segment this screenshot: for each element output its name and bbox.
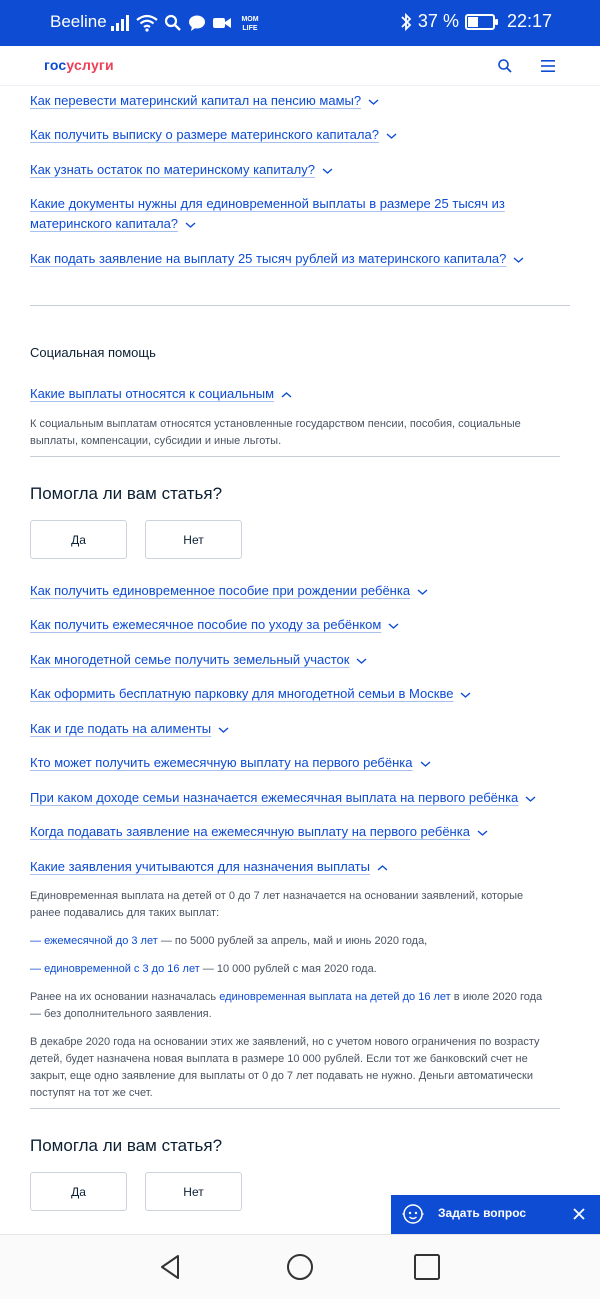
- feedback-title: Помогла ли вам статья?: [30, 1136, 223, 1155]
- mom-life-icon: [238, 13, 262, 33]
- gosuslugi-logo[interactable]: [44, 57, 114, 73]
- home-icon[interactable]: [285, 1252, 315, 1282]
- faq-link-land-plot[interactable]: [30, 650, 550, 670]
- faq-social-payments-answer: К социальным выплатам относятся установленные государством пенсии, пособия, социальные выплаты, компенсации, субсидии и иные льготы.: [30, 418, 521, 447]
- chevron-down-icon: [476, 829, 489, 837]
- faq-link-text: При каком доходе семьи назначается ежемесячная выплата на первого ребёнка: [30, 790, 519, 805]
- support-bot-icon: [402, 1203, 424, 1225]
- faq-link-apply-25k[interactable]: [30, 249, 550, 269]
- faq-link-first-child-income[interactable]: [30, 788, 550, 808]
- ask-question-label: Задать вопрос: [438, 1206, 527, 1220]
- menu-icon[interactable]: [540, 59, 556, 73]
- chevron-down-icon: [419, 760, 432, 768]
- faq-link-text-line2: материнского капитала?: [30, 216, 179, 231]
- bullet-dash: —: [30, 935, 45, 947]
- feedback-no-button[interactable]: Нет: [145, 520, 242, 559]
- chevron-down-icon: [524, 795, 537, 803]
- site-header: [0, 46, 600, 86]
- faq-link-text: Какие выплаты относятся к социальным: [30, 386, 275, 401]
- chevron-down-icon: [512, 256, 525, 264]
- faq-link-text: Кто может получить ежемесячную выплату на первого ребёнка: [30, 755, 413, 770]
- chevron-down-icon: [367, 98, 380, 106]
- faq-link-maternity-pension[interactable]: [30, 91, 550, 111]
- chat-bubble-icon: [188, 14, 206, 32]
- back-icon[interactable]: [156, 1252, 186, 1282]
- battery-icon: [465, 14, 495, 30]
- chevron-down-icon: [385, 132, 398, 140]
- applications-earlier: [30, 989, 550, 1023]
- applications-bullet-lump-sum: [30, 961, 550, 978]
- faq-link-childcare-allowance[interactable]: [30, 615, 550, 635]
- carrier-name: Beeline: [50, 12, 107, 31]
- faq-applications-toggle[interactable]: [30, 857, 550, 877]
- faq-link-text: Как получить единовременное пособие при рождении ребёнка: [30, 583, 411, 598]
- chevron-down-icon: [321, 167, 334, 175]
- faq-link-documents-25k[interactable]: [30, 194, 550, 234]
- faq-link-capital-statement[interactable]: [30, 125, 550, 145]
- link-lump-sum-under-16[interactable]: единовременная выплата на детей до 16 лет: [219, 991, 451, 1003]
- ask-question-widget[interactable]: [391, 1195, 600, 1234]
- video-icon: [212, 15, 232, 31]
- chevron-down-icon: [217, 726, 230, 734]
- faq-link-capital-balance[interactable]: [30, 160, 550, 180]
- clock: 22:17: [506, 11, 552, 31]
- divider: [30, 1108, 560, 1109]
- chevron-down-icon: [416, 588, 429, 596]
- close-icon[interactable]: [572, 1207, 586, 1221]
- feedback-no-button[interactable]: Нет: [145, 1172, 242, 1211]
- chevron-up-icon: [376, 864, 389, 872]
- bullet-text: — 10 000 рублей с мая 2020 года.: [199, 963, 377, 975]
- applications-december: В декабре 2020 года на основании этих же заявлений, но с учетом нового ограничения по возрасту детей, будет назначена новая выплата в размере 10 000 рублей. Если тот же банковский счет не закрыт, еще одно заявление для выплаты от 0 до 7 лет подавать не нужно. Деньги автоматически поступят на тот же счет.: [30, 1036, 540, 1099]
- recents-icon[interactable]: [412, 1252, 442, 1282]
- faq-link-text: Какие заявления учитываются для назначения выплаты: [30, 859, 370, 874]
- faq-link-text: Как перевести материнский капитал на пенсию мамы?: [30, 93, 362, 108]
- signal-icon: [110, 15, 130, 31]
- faq-link-text: Как и где подать на алименты: [30, 721, 212, 736]
- bullet-dash: —: [30, 963, 45, 975]
- faq-link-text: Как подать заявление на выплату 25 тысяч рублей из материнского капитала?: [30, 251, 507, 266]
- battery-percent: 37 %: [417, 11, 459, 31]
- feedback-yes-button[interactable]: Да: [30, 520, 127, 559]
- faq-link-text: Как получить выписку о размере материнского капитала?: [30, 127, 379, 142]
- mom-life-bottom-text: LIFE: [242, 25, 258, 32]
- chevron-down-icon: [355, 657, 368, 665]
- chevron-up-icon: [280, 391, 293, 399]
- status-bar: [0, 0, 600, 46]
- faq-link-first-child-when[interactable]: [30, 822, 550, 842]
- faq-link-birth-allowance[interactable]: [30, 581, 550, 601]
- logo-part-uslugi: услуги: [66, 57, 114, 73]
- wifi-icon: [136, 14, 158, 32]
- bullet-text: — по 5000 рублей за апрель, май и июнь 2020 года,: [157, 935, 428, 947]
- faq-link-alimony[interactable]: [30, 719, 550, 739]
- feedback-yes-button[interactable]: Да: [30, 1172, 127, 1211]
- chevron-down-icon: [184, 221, 197, 229]
- applications-bullet-monthly: [30, 933, 550, 950]
- faq-link-text: Когда подавать заявление на ежемесячную выплату на первого ребёнка: [30, 824, 470, 839]
- link-monthly-under-3[interactable]: ежемесячной до 3 лет: [44, 935, 158, 947]
- chevron-down-icon: [387, 622, 400, 630]
- faq-link-text: Как оформить бесплатную парковку для многодетной семьи в Москве: [30, 686, 454, 701]
- divider: [30, 305, 570, 306]
- applications-intro: Единовременная выплата на детей от 0 до 7 лет назначается на основании заявлений, которые ранее подавались для таких выплат:: [30, 890, 524, 919]
- link-lump-sum-3-16[interactable]: единовременной с 3 до 16 лет: [44, 963, 200, 975]
- faq-link-text-line1: Какие документы нужны для единовременной выплаты в размере 25 тысяч из: [30, 196, 505, 211]
- search-notification-icon: [164, 14, 182, 32]
- faq-link-first-child-who[interactable]: [30, 753, 550, 773]
- para-text: Ранее на их основании назначалась: [30, 991, 220, 1003]
- faq-social-payments-toggle[interactable]: [30, 384, 550, 404]
- feedback-title: Помогла ли вам статья?: [30, 484, 223, 503]
- faq-link-free-parking[interactable]: [30, 684, 550, 704]
- mom-life-top-text: MOM: [241, 16, 259, 23]
- para-text: в июле 2020 года — без дополнительного заявления.: [30, 991, 543, 1020]
- faq-link-text: Как многодетной семье получить земельный участок: [30, 652, 350, 667]
- faq-link-text: Как узнать остаток по материнскому капиталу?: [30, 162, 315, 177]
- logo-part-gos: гос: [44, 57, 67, 73]
- battery-level: [468, 17, 478, 27]
- bluetooth-icon: [400, 12, 412, 32]
- search-icon[interactable]: [497, 58, 513, 74]
- status-right: [400, 11, 552, 32]
- system-nav-bar: [0, 1234, 600, 1299]
- faq-link-text: Как получить ежемесячное пособие по уходу за ребёнком: [30, 617, 382, 632]
- divider: [30, 456, 560, 457]
- chevron-down-icon: [459, 691, 472, 699]
- section-heading-social: Социальная помощь: [30, 345, 156, 360]
- status-icons: [110, 10, 262, 36]
